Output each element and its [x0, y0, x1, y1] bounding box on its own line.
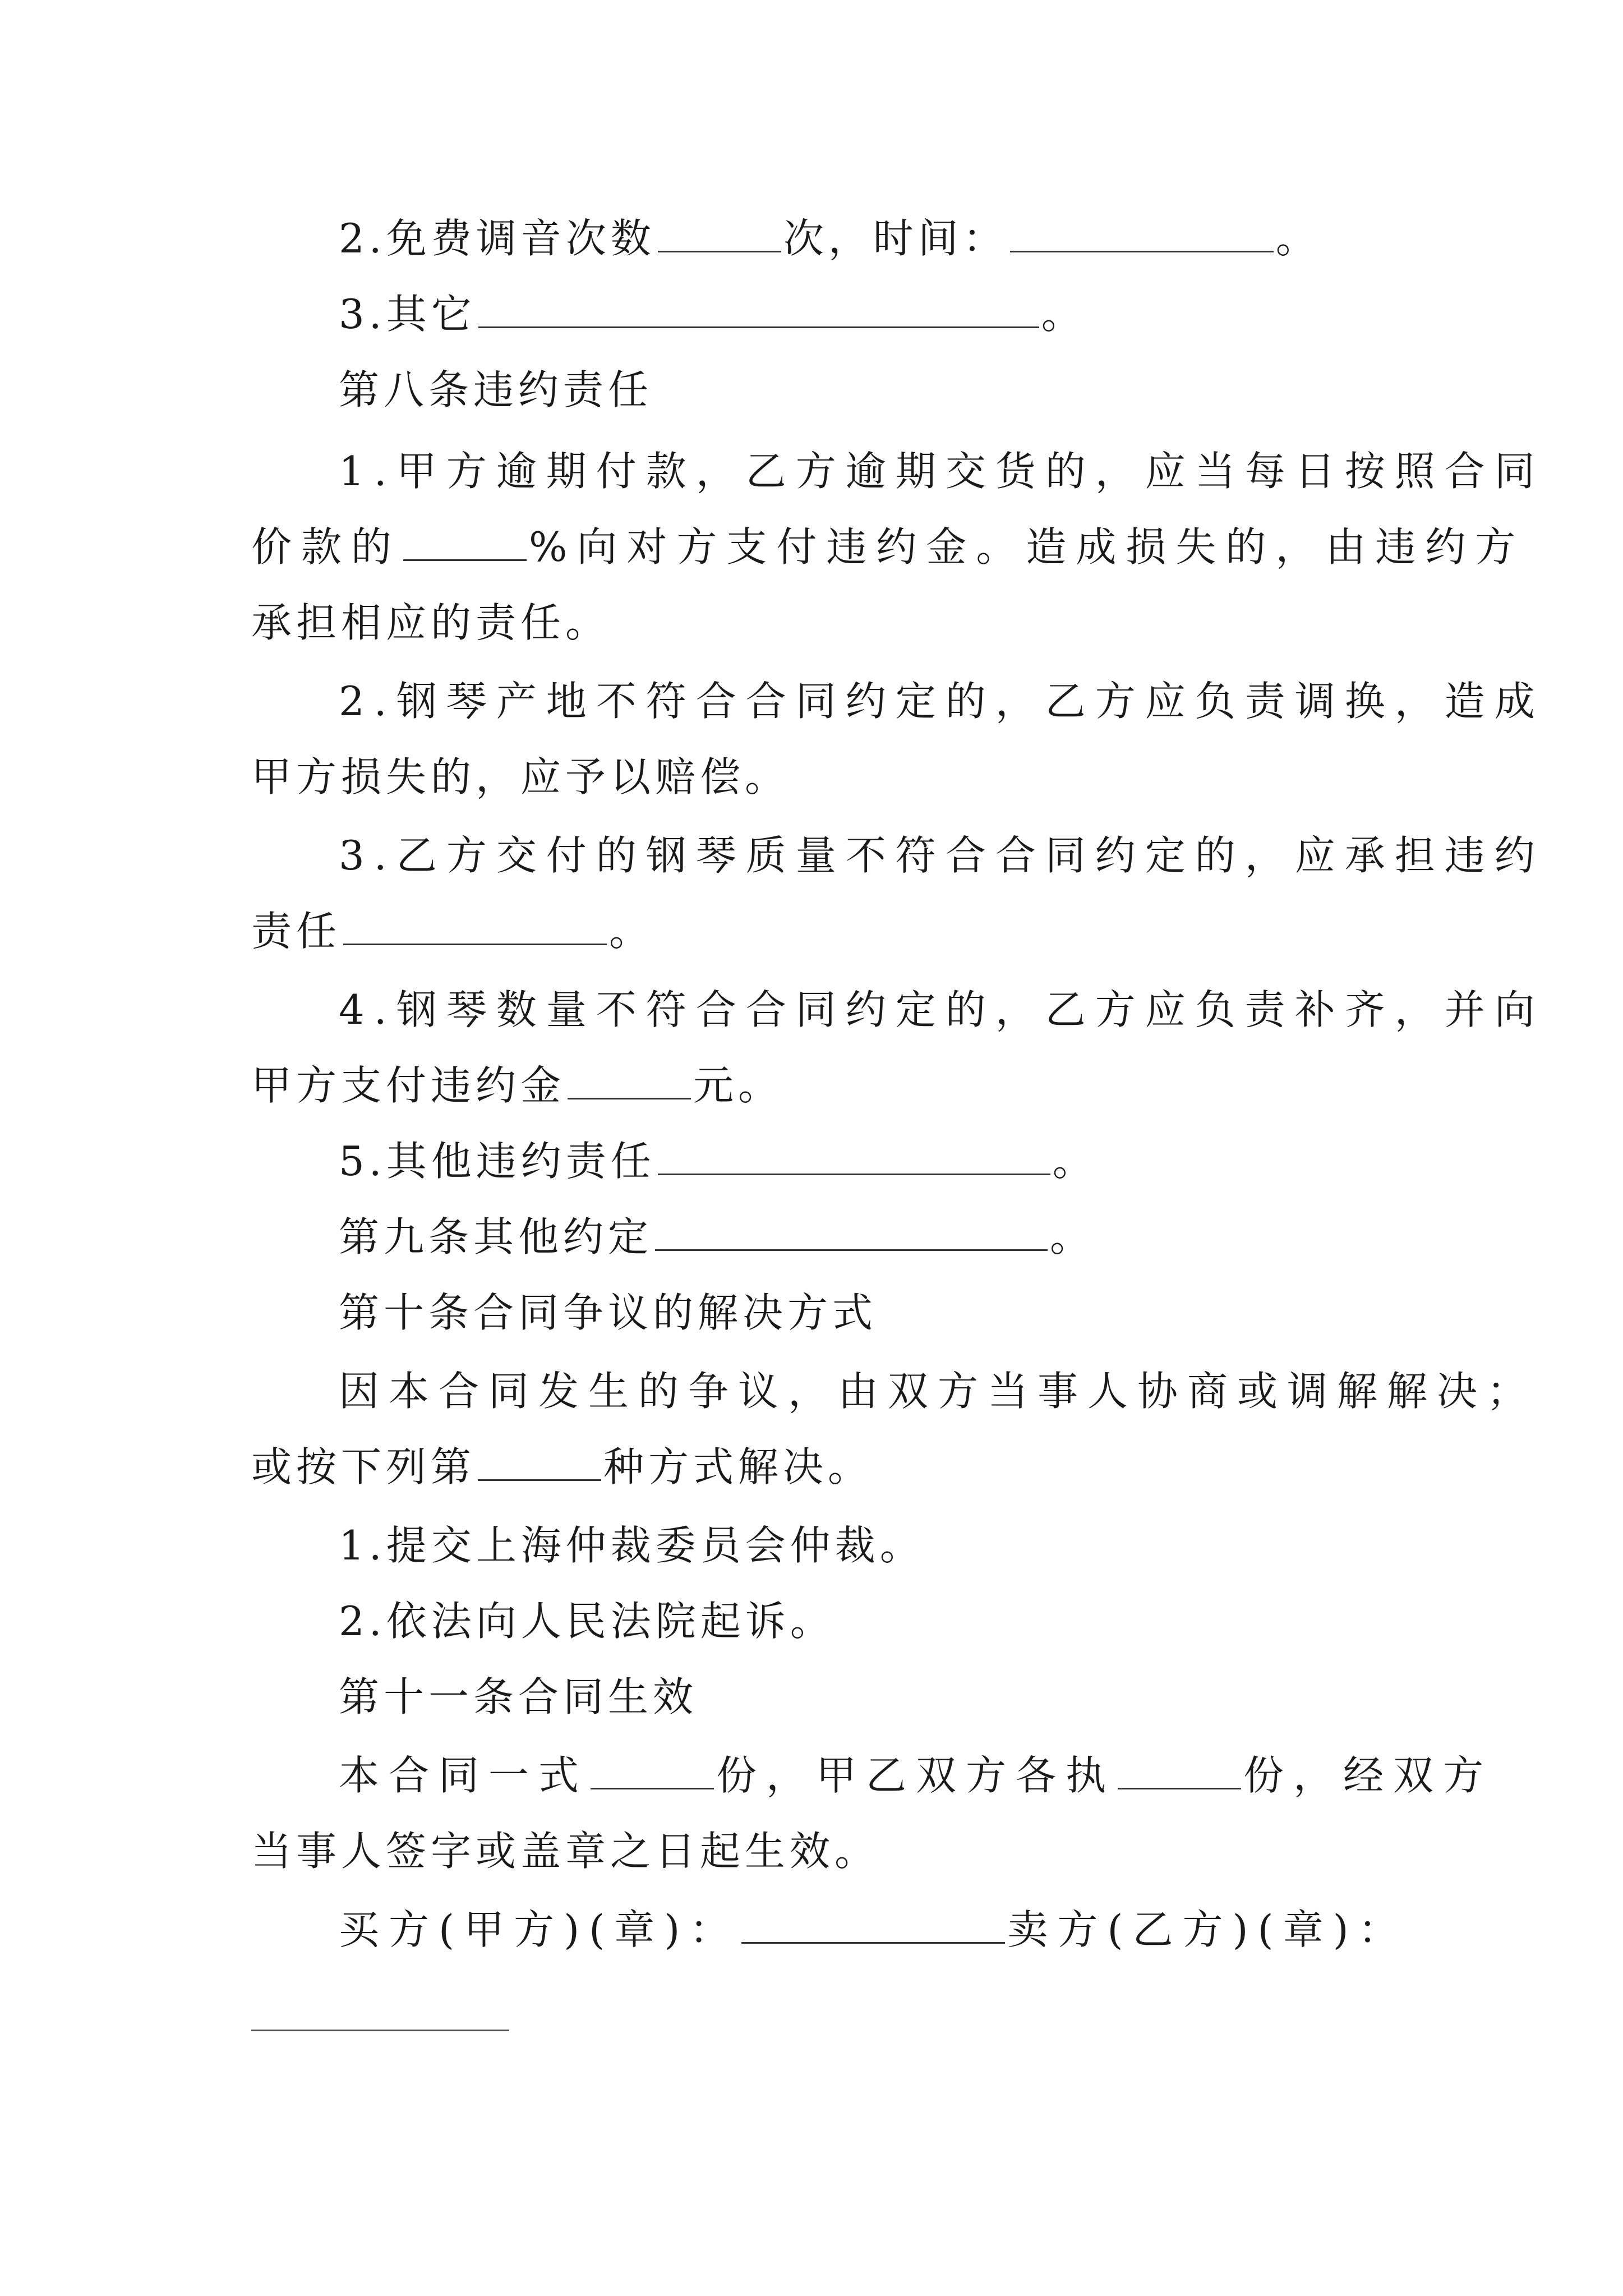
line-free-tuning [339, 213, 1321, 264]
line-text: 2.依法向人民法院起诉。 [339, 1598, 835, 1645]
line-text: 。 [609, 908, 654, 955]
line-text: 第九条其他约定 [339, 1213, 653, 1260]
line-text: 因本合同发生的争议，由双方当事人协商或调解解决； [339, 1368, 1537, 1415]
line-text: 。 [1041, 291, 1086, 338]
line-text: 甲方损失的，应予以赔偿。 [251, 753, 790, 800]
line-text: 份，经双方 [1243, 1752, 1493, 1799]
line-late-payment-cont [251, 522, 1525, 572]
line-signatures [339, 1904, 1408, 1955]
blank-field [658, 1141, 1050, 1175]
line-text: 。 [1050, 1213, 1095, 1260]
line-text: 责任 [251, 908, 342, 955]
blank-field [1118, 1755, 1241, 1789]
line-quantity [339, 984, 1544, 1035]
line-text: 当事人签字或盖章之日起生效。 [251, 1828, 880, 1875]
blank-field [1010, 218, 1274, 252]
line-text: 第八条违约责任 [339, 366, 653, 413]
line-text: 第十条合同争议的解决方式 [339, 1289, 878, 1336]
line-text: %向对方支付违约金。造成损失的，由违约方 [529, 523, 1525, 570]
blank-field [403, 527, 527, 561]
line-text: 1.提交上海仲裁委员会仲裁。 [339, 1522, 925, 1569]
line-text: 5.其他违约责任 [339, 1138, 656, 1185]
heading-article-8 [339, 365, 653, 415]
buyer-signature-label: 买方(甲方)(章)： [339, 1906, 740, 1953]
line-copies [339, 1750, 1493, 1801]
line-arbitration [339, 1520, 925, 1571]
line-dispute [339, 1366, 1537, 1416]
line-effective [251, 1826, 879, 1876]
line-text: 价款的 [251, 523, 402, 570]
seller-signature-blank [251, 2030, 509, 2031]
blank-field [478, 294, 1039, 328]
line-text: 4.钢琴数量不符合合同约定的，乙方应负责补齐，并向 [339, 986, 1544, 1033]
line-text: 1.甲方逾期付款，乙方逾期交货的，应当每日按照合同 [339, 448, 1544, 495]
blank-field [343, 911, 607, 945]
heading-article-11 [339, 1672, 698, 1722]
line-origin [339, 676, 1544, 726]
line-text: 2.钢琴产地不符合合同约定的，乙方应负责调换，造成 [339, 678, 1544, 725]
blank-field [478, 1447, 601, 1481]
buyer-signature-blank [741, 1910, 1005, 1944]
line-text: 份，甲乙双方各执 [716, 1752, 1116, 1799]
blank-field [655, 1217, 1048, 1251]
line-court [339, 1596, 835, 1646]
line-text: 元。 [693, 1062, 783, 1109]
heading-article-9 [339, 1212, 1095, 1262]
line-text: 第十一条合同生效 [339, 1673, 698, 1720]
blank-field [591, 1755, 714, 1789]
heading-article-10 [339, 1287, 877, 1338]
line-other-liability [339, 1136, 1098, 1186]
line-late-payment-end [251, 597, 610, 648]
line-text: 承担相应的责任。 [251, 599, 611, 646]
line-text: 3.其它 [339, 291, 476, 338]
blank-field [568, 1065, 691, 1099]
line-text: 。 [1275, 215, 1321, 262]
line-other [339, 289, 1086, 339]
line-text: 。 [1052, 1138, 1098, 1185]
line-text: 种方式解决。 [603, 1443, 873, 1490]
blank-field [658, 218, 781, 252]
seller-signature-label: 卖方(乙方)(章)： [1007, 1906, 1408, 1953]
line-quality [339, 830, 1544, 881]
line-text: 或按下列第 [251, 1443, 476, 1490]
line-quality-cont [251, 906, 654, 956]
line-quantity-cont [251, 1060, 783, 1111]
line-text: 次，时间： [783, 215, 1008, 262]
line-dispute-cont [251, 1442, 873, 1492]
line-text: 本合同一式 [339, 1752, 589, 1799]
line-late-payment [339, 446, 1544, 496]
line-text: 3.乙方交付的钢琴质量不符合合同约定的，应承担违约 [339, 832, 1544, 879]
line-text: 2.免费调音次数 [339, 215, 656, 262]
line-text: 甲方支付违约金 [251, 1062, 566, 1109]
line-origin-cont [251, 752, 790, 802]
